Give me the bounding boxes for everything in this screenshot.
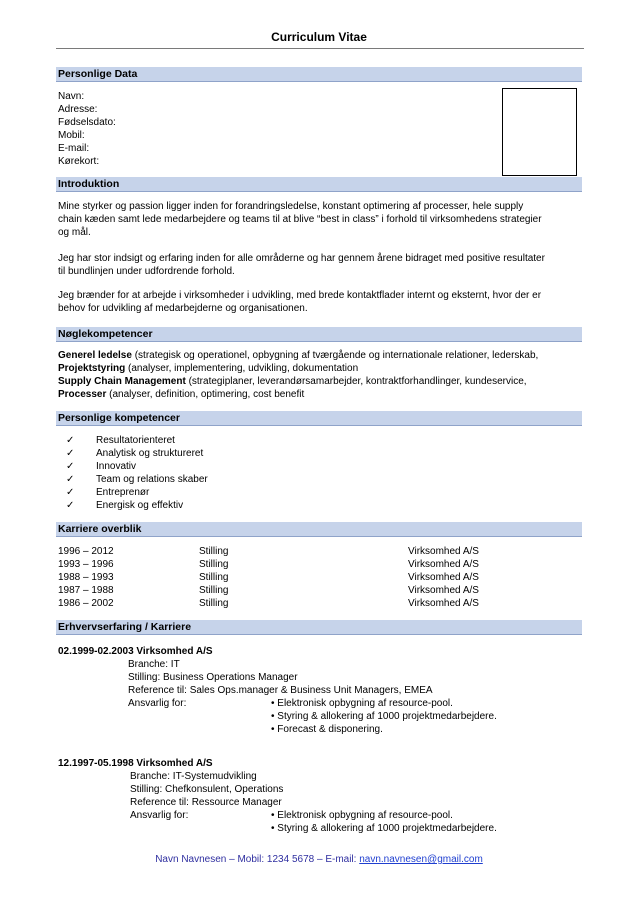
intro-line: og mål. [58, 227, 91, 238]
title-divider [56, 48, 584, 49]
intro-line: til bundlinjen under udfordrende forhold. [58, 266, 235, 277]
career-role: Stilling [199, 585, 229, 596]
checkmark-icon: ✓ [66, 448, 75, 459]
career-period: 1986 – 2002 [58, 598, 114, 609]
intro-line: Jeg brænder for at arbejde i virksomheder i udvikling, med brede kontaktflader internt og eksternt, hvor der er [58, 290, 542, 301]
job-bullet: • Forecast & disponering. [271, 724, 383, 735]
personal-competence-item: Resultatorienteret [96, 435, 175, 446]
job-bullet: • Styring & allokering af 1000 projektmedarbejdere. [271, 823, 497, 834]
key-competence [58, 349, 538, 362]
job-bullet: • Elektronisk opbygning af resource-pool. [271, 810, 453, 821]
job-responsible-label: Ansvarlig for: [130, 810, 189, 821]
job-branche: Branche: IT [128, 659, 180, 670]
field-license: Kørekort: [58, 156, 100, 167]
career-company: Virksomhed A/S [408, 598, 479, 609]
intro-line: behov for udvikling af medarbejderne og organisationen. [58, 303, 308, 314]
personal-competence-item: Entreprenør [96, 487, 150, 498]
field-address: Adresse: [58, 104, 98, 115]
career-period: 1987 – 1988 [58, 585, 114, 596]
section-introduction: Introduktion [56, 177, 582, 192]
key-competence-label: Processer [58, 389, 107, 400]
job-reference: Reference til: Sales Ops.manager & Business Unit Managers, EMEA [128, 685, 433, 696]
intro-line: Jeg har stor indsigt og erfaring inden for alle områderne og har gennem årene bidraget med positive resultater [58, 253, 545, 264]
checkmark-icon: ✓ [66, 461, 75, 472]
key-competence-text: (strategiplaner, leverandørsamarbejder, kontraktforhandlinger, kundeservice, [185, 376, 527, 387]
field-name: Navn: [58, 91, 85, 102]
career-role: Stilling [199, 598, 229, 609]
key-competence-label: Projektstyring [58, 363, 126, 374]
field-mobile: Mobil: [58, 130, 85, 141]
job-header: 02.1999-02.2003 Virksomhed A/S [58, 646, 213, 657]
checkmark-icon: ✓ [66, 500, 75, 511]
key-competence-text: (strategisk og operationel, opbygning af tværgående og internationale relationer, lederskab, [131, 350, 539, 361]
job-responsible-label: Ansvarlig for: [128, 698, 187, 709]
career-company: Virksomhed A/S [408, 546, 479, 557]
personal-competence-item: Team og relations skaber [96, 474, 208, 485]
key-competence [58, 362, 358, 375]
checkmark-icon: ✓ [66, 487, 75, 498]
career-period: 1996 – 2012 [58, 546, 114, 557]
job-reference: Reference til: Ressource Manager [130, 797, 282, 808]
section-personal-competences: Personlige kompetencer [56, 411, 582, 426]
field-email: E-mail: [58, 143, 90, 154]
intro-line: Mine styrker og passion ligger inden for forandringsledelse, konstant optimering af processer, hele supply [58, 201, 524, 212]
personal-competence-item: Innovativ [96, 461, 137, 472]
checkmark-icon: ✓ [66, 435, 75, 446]
key-competence-label: Generel ledelse [58, 350, 132, 361]
photo-placeholder [502, 88, 577, 176]
footer-contact-text: Navn Navnesen – Mobil: 1234 5678 – E-mail: [155, 854, 360, 865]
key-competence [58, 375, 527, 388]
career-period: 1988 – 1993 [58, 572, 114, 583]
job-stilling: Stilling: Business Operations Manager [128, 672, 298, 683]
career-period: 1993 – 1996 [58, 559, 114, 570]
job-bullet: • Styring & allokering af 1000 projektmedarbejdere. [271, 711, 497, 722]
section-key-competences: Nøglekompetencer [56, 327, 582, 342]
section-work-experience: Erhvervserfaring / Karriere [56, 620, 582, 635]
key-competence-text: (analyser, definition, optimering, cost benefit [106, 389, 305, 400]
personal-competence-item: Energisk og effektiv [96, 500, 184, 511]
field-birthdate: Fødselsdato: [58, 117, 116, 128]
key-competence [58, 388, 304, 401]
document-title: Curriculum Vitae [271, 30, 367, 44]
personal-competence-item: Analytisk og struktureret [96, 448, 204, 459]
job-branche: Branche: IT-Systemudvikling [130, 771, 257, 782]
job-bullet: • Elektronisk opbygning af resource-pool. [271, 698, 453, 709]
job-header: 12.1997-05.1998 Virksomhed A/S [58, 758, 213, 769]
career-company: Virksomhed A/S [408, 572, 479, 583]
section-career-overview: Karriere overblik [56, 522, 582, 537]
job-stilling: Stilling: Chefkonsulent, Operations [130, 784, 284, 795]
key-competence-text: (analyser, implementering, udvikling, dokumentation [125, 363, 359, 374]
key-competence-label: Supply Chain Management [58, 376, 186, 387]
intro-line: chain kæden samt lede medarbejdere og teams til at blive “best in class” i forhold til virksomhedens strategier [58, 214, 542, 225]
career-company: Virksomhed A/S [408, 559, 479, 570]
checkmark-icon: ✓ [66, 474, 75, 485]
section-personal-data: Personlige Data [56, 67, 582, 82]
career-role: Stilling [199, 559, 229, 570]
footer-email-link[interactable]: navn.navnesen@gmail.com [359, 854, 483, 865]
career-role: Stilling [199, 546, 229, 557]
career-role: Stilling [199, 572, 229, 583]
footer [0, 854, 638, 865]
career-company: Virksomhed A/S [408, 585, 479, 596]
